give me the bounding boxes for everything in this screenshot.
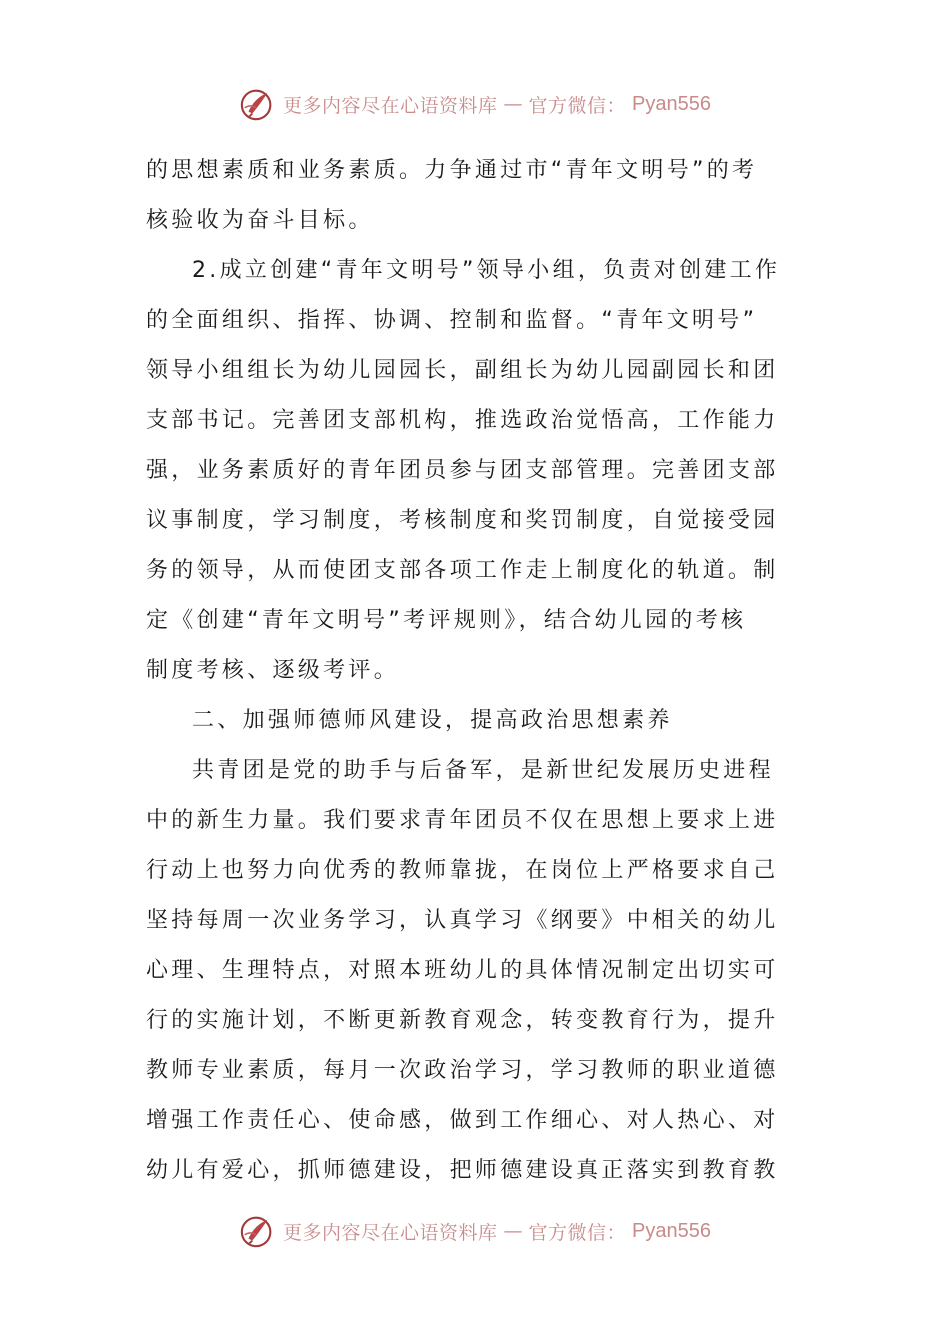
text-line: 领导小组组长为幼儿园园长，副组长为幼儿园副园长和团	[146, 358, 779, 383]
section-heading: 二、加强师德师风建设，提高政治思想素养	[192, 708, 673, 733]
document-body	[146, 146, 806, 1196]
text-line: 务的领导，从而使团支部各项工作走上制度化的轨道。制	[146, 558, 779, 583]
text-line: 幼儿有爱心，抓师德建设，把师德建设真正落实到教育教	[146, 1158, 779, 1183]
text-line: 心理、生理特点，对照本班幼儿的具体情况制定出切实可	[146, 958, 779, 983]
watermark-label: 官方微信：	[528, 94, 627, 117]
text-line: 行动上也努力向优秀的教师靠拢，在岗位上严格要求自己	[146, 858, 779, 883]
watermark-footer	[0, 1206, 950, 1256]
paragraph-start-line: 共青团是党的助手与后备军，是新世纪发展历史进程	[192, 758, 774, 783]
watermark-separator: —	[503, 93, 523, 115]
text-line: 定《创建“青年文明号”考评规则》，结合幼儿园的考核	[146, 608, 747, 633]
text-line: 行的实施计划，不断更新教育观念，转变教育行为，提升	[146, 1008, 779, 1033]
text-line: 议事制度，学习制度，考核制度和奖罚制度，自觉接受园	[146, 508, 779, 533]
watermark-header	[0, 79, 950, 129]
watermark-wechat-id: Pyan556	[632, 1219, 711, 1242]
watermark-text: 更多内容尽在心语资料库	[283, 94, 498, 117]
pen-logo-icon	[239, 1212, 277, 1250]
text-line: 支部书记。完善团支部机构，推选政治觉悟高，工作能力	[146, 408, 779, 433]
text-line: 核验收为奋斗目标。	[146, 208, 374, 233]
watermark-separator: —	[503, 1220, 523, 1242]
paragraph-start-line: 2.成立创建“青年文明号”领导小组，负责对创建工作	[192, 258, 781, 283]
watermark-wechat-id: Pyan556	[632, 92, 711, 115]
text-line: 教师专业素质，每月一次政治学习，学习教师的职业道德	[146, 1058, 779, 1083]
text-line: 增强工作责任心、使命感，做到工作细心、对人热心、对	[146, 1108, 779, 1133]
text-line: 的全面组织、指挥、协调、控制和监督。“青年文明号”	[146, 308, 758, 333]
text-line: 的思想素质和业务素质。力争通过市“青年文明号”的考	[146, 158, 758, 183]
text-line: 中的新生力量。我们要求青年团员不仅在思想上要求上进	[146, 808, 779, 833]
text-line: 制度考核、逐级考评。	[146, 658, 400, 683]
text-line: 强，业务素质好的青年团员参与团支部管理。完善团支部	[146, 458, 779, 483]
watermark-label: 官方微信：	[528, 1221, 627, 1244]
watermark-text: 更多内容尽在心语资料库	[283, 1221, 498, 1244]
pen-logo-icon	[239, 85, 277, 123]
text-line: 坚持每周一次业务学习，认真学习《纲要》中相关的幼儿	[146, 908, 779, 933]
